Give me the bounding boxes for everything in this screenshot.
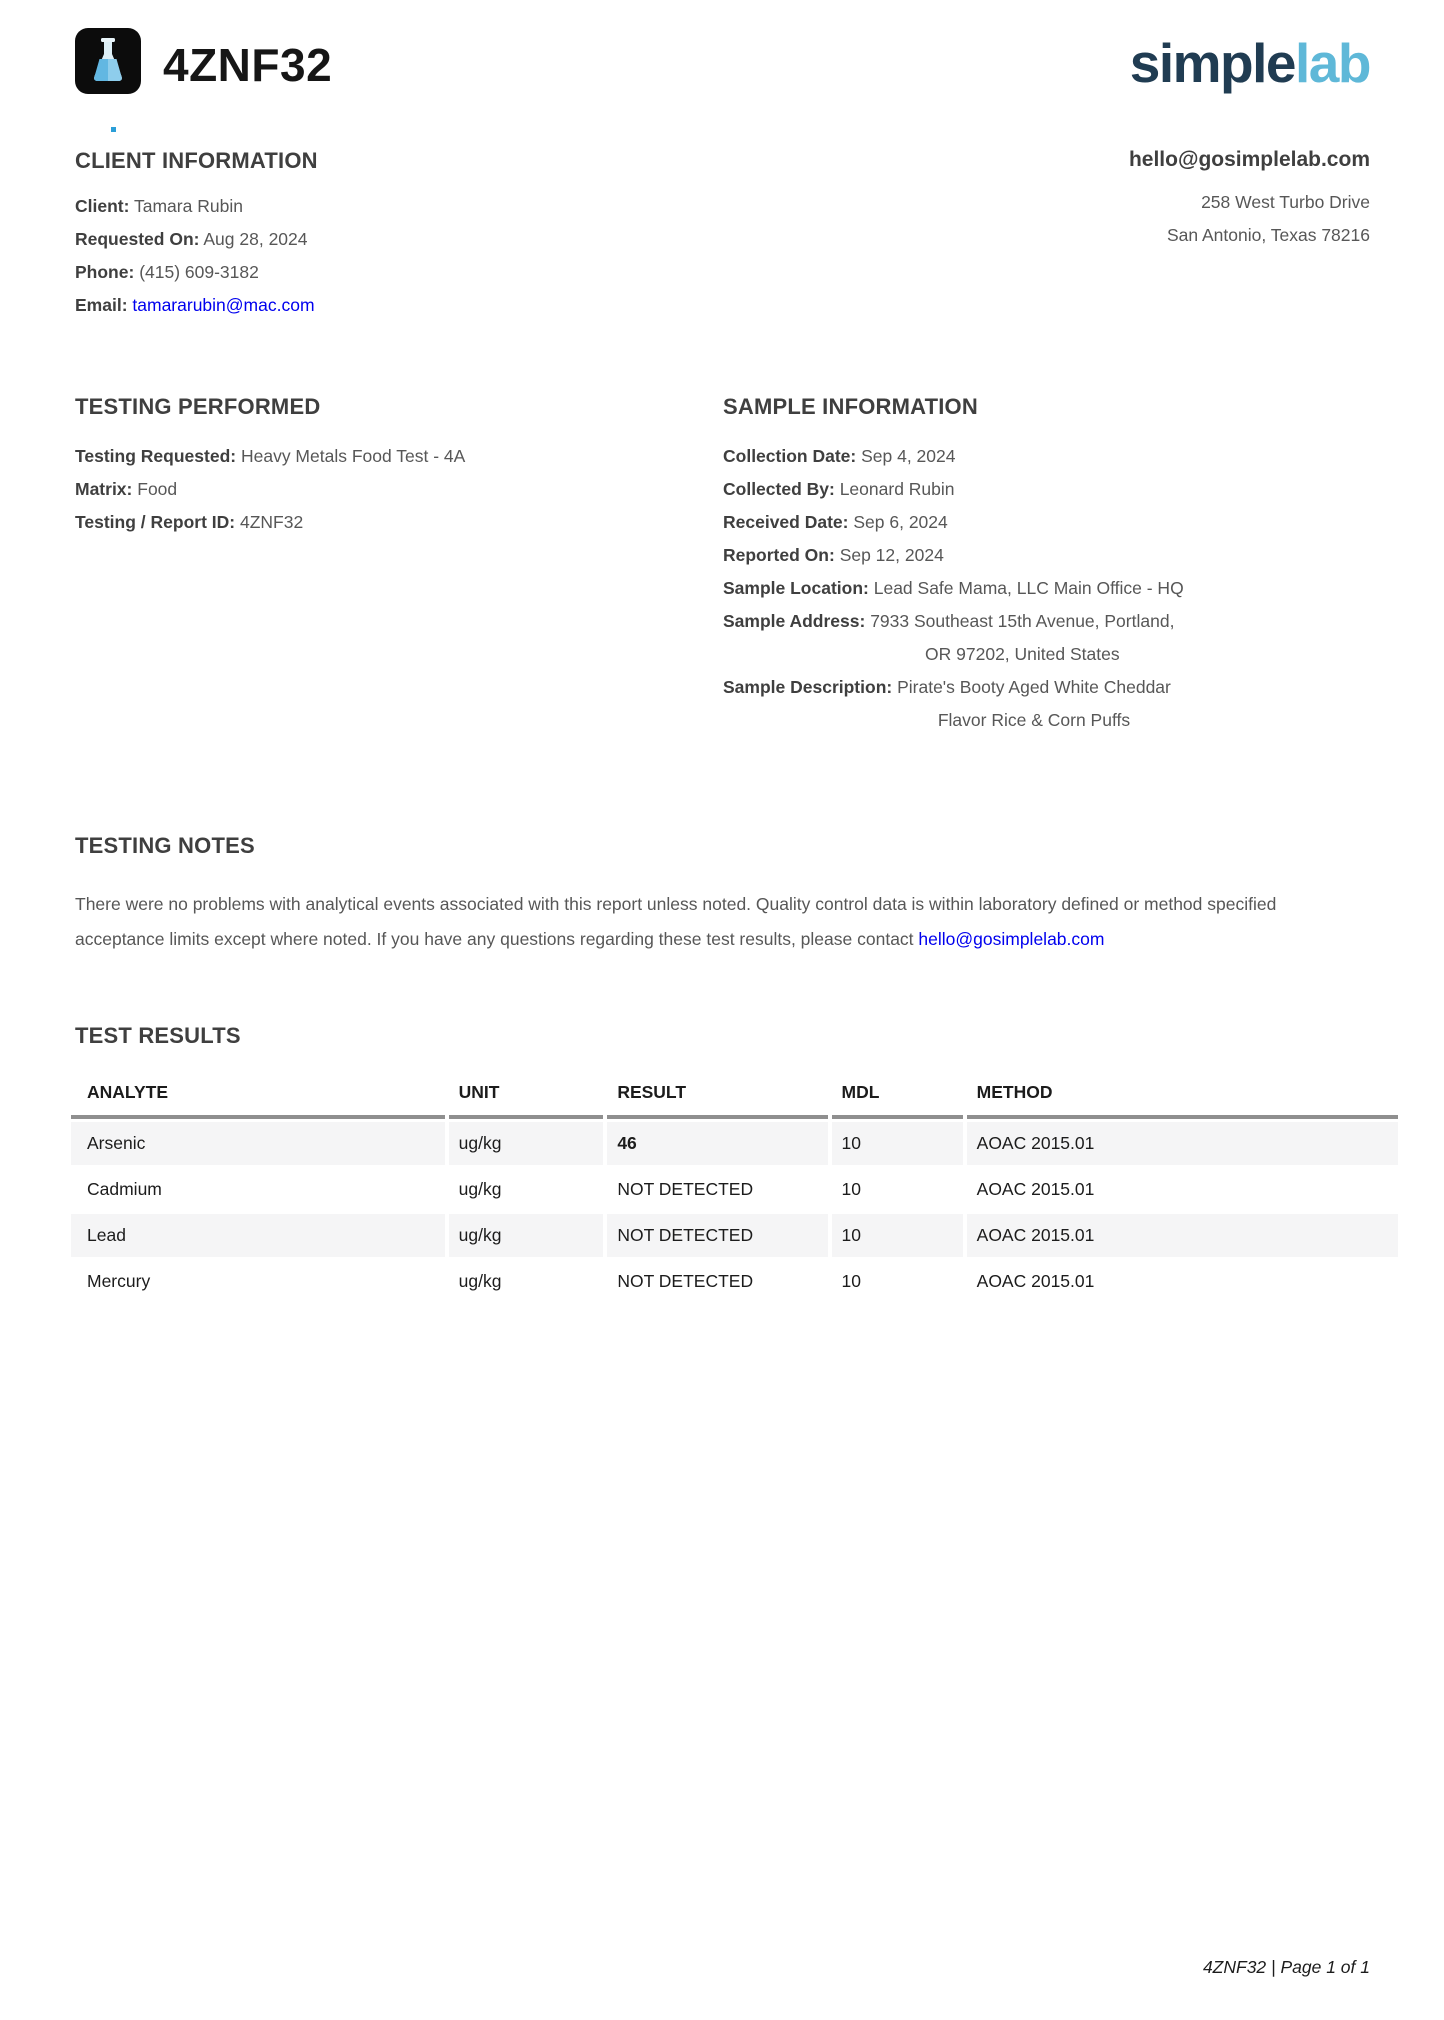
client-fields [75,190,318,322]
testing-performed-section [75,394,723,737]
testing-sample-row [75,394,1370,737]
field-value: Leonard Rubin [839,479,955,499]
flask-logo [75,28,141,102]
cell-mdl: 10 [832,1214,963,1257]
report-badge [75,28,332,102]
field-label: Email: [75,295,128,315]
lab-address [1129,186,1370,252]
field-label: Collection Date: [723,446,857,466]
client-lab-row [75,148,1370,322]
brand-secondary: lab [1295,32,1370,94]
sample-information-fields [723,440,1370,737]
page-header [75,28,1370,102]
sample-description-field [723,671,1370,737]
test-results-heading: TEST RESULTS [75,1023,241,1048]
sample-field [723,506,1370,539]
field-label: Sample Address: [723,611,866,631]
lab-email: hello@gosimplelab.com [1128,148,1370,171]
flask-icon [75,28,141,94]
test-results-section [75,1023,1370,1306]
lab-address-line1: 258 West Turbo Drive [1201,192,1370,212]
client-field [75,190,318,223]
results-header-row [71,1076,1398,1119]
sample-description-line2: Flavor Rice & Corn Puffs [937,710,1131,730]
field-label: Sample Description: [723,677,893,697]
cell-unit: ug/kg [458,1271,502,1291]
field-label: Collected By: [723,479,835,499]
field-value: Tamara Rubin [134,196,243,216]
brand-primary: simple [1129,32,1296,94]
cell-result: NOT DETECTED [617,1179,754,1199]
testing-notes-paragraph [75,887,1370,957]
client-email-link[interactable]: tamararubin@mac.com [132,295,315,315]
field-value: Food [137,479,178,499]
client-field [75,289,318,322]
lab-contact-section [1129,148,1370,322]
page-footer [1203,1957,1370,1978]
column-header-result: RESULT [607,1076,827,1119]
client-field [75,256,318,289]
table-row [71,1168,1398,1211]
client-information-heading: CLIENT INFORMATION [75,148,318,173]
sample-description-line1: Pirate's Booty Aged White Cheddar [897,677,1171,697]
sample-address-line1: 7933 Southeast 15th Avenue, Portland, [870,611,1175,631]
brand-logo [1130,30,1370,96]
field-label: Matrix: [75,479,133,499]
cell-unit: ug/kg [449,1122,604,1165]
field-value: Lead Safe Mama, LLC Main Office - HQ [873,578,1184,598]
field-value: Aug 28, 2024 [203,229,308,249]
sample-address-field [723,605,1370,671]
report-id-title: 4ZNF32 [163,39,333,91]
field-value: (415) 609-3182 [139,262,259,282]
cell-analyte: Arsenic [71,1122,445,1165]
field-label: Phone: [75,262,135,282]
cell-method: AOAC 2015.01 [976,1271,1095,1291]
footer-page-label: Page 1 of 1 [1280,1957,1370,1977]
testing-field [75,473,723,506]
cell-result: NOT DETECTED [617,1271,754,1291]
cell-analyte: Mercury [87,1271,151,1291]
lab-address-line2: San Antonio, Texas 78216 [1166,225,1370,245]
client-information-section [75,148,318,322]
field-value: Sep 4, 2024 [861,446,956,466]
column-header-analyte: ANALYTE [71,1076,445,1119]
field-value: Sep 12, 2024 [839,545,944,565]
column-header-method: METHOD [967,1076,1398,1119]
sample-field [723,539,1370,572]
cell-mdl: 10 [841,1179,862,1199]
cell-result: 46 [607,1122,827,1165]
cell-method: AOAC 2015.01 [967,1122,1398,1165]
cell-mdl: 10 [832,1122,963,1165]
sample-address-line2: OR 97202, United States [925,644,1120,664]
field-value [870,605,1174,671]
footer-report-id: 4ZNF32 [1202,1957,1267,1977]
testing-notes-email-link[interactable]: hello@gosimplelab.com [918,929,1105,949]
field-label: Received Date: [723,512,849,532]
testing-performed-fields [75,440,723,539]
flask-dot [111,127,116,132]
field-label: Testing / Report ID: [75,512,236,532]
column-header-mdl: MDL [832,1076,963,1119]
field-label: Reported On: [723,545,835,565]
field-label: Testing Requested: [75,446,237,466]
testing-notes-text: There were no problems with analytical events associated with this report unless noted. Quality control data is within laboratory defined or method specified acceptance limits except where noted. If you have any questions regarding these test results, please contact [75,894,1277,949]
field-value: 4ZNF32 [239,512,304,532]
testing-field [75,440,723,473]
cell-result: NOT DETECTED [607,1214,827,1257]
cell-method: AOAC 2015.01 [976,1179,1095,1199]
field-label: Requested On: [75,229,200,249]
table-row [71,1122,1398,1165]
field-value [897,671,1171,737]
testing-notes-heading: TESTING NOTES [75,833,255,858]
cell-unit: ug/kg [449,1214,604,1257]
testing-notes-section [75,833,1370,957]
field-label: Sample Location: [723,578,869,598]
sample-field [723,572,1370,605]
client-field [75,223,318,256]
table-row [71,1260,1398,1303]
cell-method: AOAC 2015.01 [967,1214,1398,1257]
footer-separator: | [1271,1957,1276,1977]
testing-field [75,506,723,539]
table-row [71,1214,1398,1257]
results-table [67,1073,1402,1306]
sample-field [723,473,1370,506]
column-header-unit: UNIT [449,1076,604,1119]
cell-mdl: 10 [841,1271,862,1291]
sample-information-section [723,394,1370,737]
sample-field [723,440,1370,473]
results-table-wrap [67,1073,1402,1306]
cell-unit: ug/kg [458,1179,502,1199]
field-value: Sep 6, 2024 [853,512,948,532]
testing-performed-heading: TESTING PERFORMED [75,394,321,419]
sample-information-heading: SAMPLE INFORMATION [723,394,978,419]
field-value: Heavy Metals Food Test - 4A [240,446,466,466]
cell-analyte: Lead [71,1214,445,1257]
field-label: Client: [75,196,130,216]
cell-analyte: Cadmium [87,1179,162,1199]
